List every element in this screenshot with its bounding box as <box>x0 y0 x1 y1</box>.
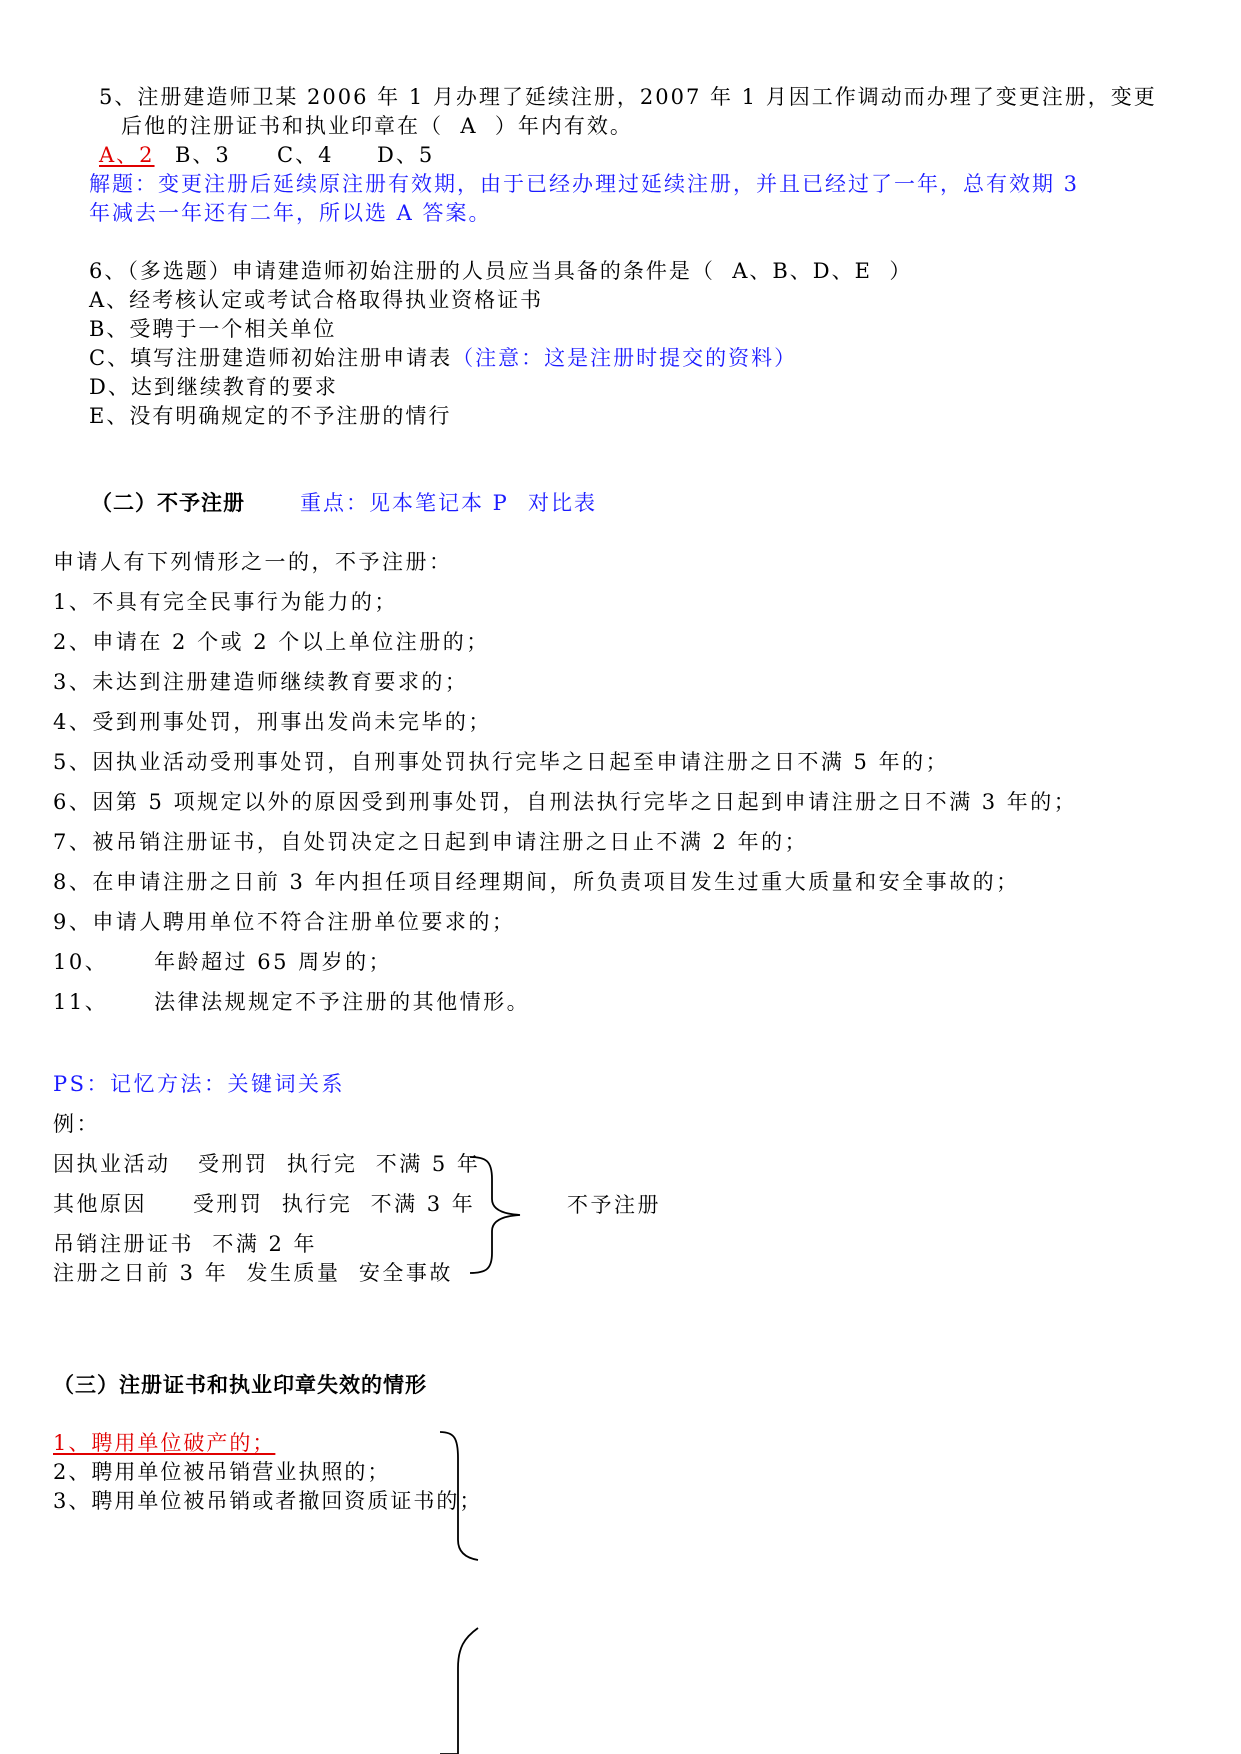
q6-option-b: B、受聘于一个相关单位 <box>89 317 337 341</box>
rule-item: 6、因第 5 项规定以外的原因受到刑事处罚，自刑法执行完毕之日起到申请注册之日不满 3 年的； <box>53 790 1078 814</box>
q6-option-a: A、经考核认定或考试合格取得执业资格证书 <box>89 288 544 312</box>
q6-question: 6、（多选题）申请建造师初始注册的人员应当具备的条件是（ A、B、D、E ） <box>89 259 913 283</box>
rule-item: 4、受到刑事处罚，刑事出发尚未完毕的； <box>53 710 492 734</box>
rule-item: 7、被吊销注册证书，自处罚决定之日起到申请注册之日止不满 2 年的； <box>53 830 809 854</box>
example-label: 例： <box>53 1112 100 1136</box>
rule-item: 5、因执业活动受刑事处罚，自刑事处罚执行完毕之日起至申请注册之日不满 5 年的； <box>53 750 950 774</box>
rule-item: 1、不具有完全民事行为能力的； <box>53 590 398 614</box>
rule-item: 9、申请人聘用单位不符合注册单位要求的； <box>53 910 516 934</box>
invalid-item: 2、聘用单位被吊销营业执照的； <box>53 1460 391 1484</box>
q5-explanation-line2: 年减去一年还有二年，所以选 A 答案。 <box>89 201 492 225</box>
q6-option-d: D、达到继续教育的要求 <box>89 375 338 399</box>
q6-option-c-text: C、填写注册建造师初始注册申请表 <box>89 346 453 370</box>
memo-result: 不予注册 <box>567 1193 661 1217</box>
q6-option-c <box>89 348 797 369</box>
rule-item: 10、 年龄超过 65 周岁的； <box>53 950 393 974</box>
section2-title: （二）不予注册 <box>91 491 245 515</box>
memo-line: 因执业活动 受刑罚 执行完 不满 5 年 <box>53 1152 481 1176</box>
section3-title: （三）注册证书和执业印章失效的情形 <box>53 1373 427 1397</box>
q5-option-c: C、4 <box>277 143 334 167</box>
rule-item: 8、在申请注册之日前 3 年内担任项目经理期间，所负责项目发生过重大质量和安全事故的； <box>53 870 1020 894</box>
right-brace-icon <box>438 1428 488 1754</box>
rule-item: 11、 法律法规规定不予注册的其他情形。 <box>53 990 531 1014</box>
memo-line: 吊销注册证书 不满 2 年 <box>53 1232 318 1256</box>
memo-line: 注册之日前 3 年 发生质量 安全事故 <box>53 1261 453 1285</box>
q5-option-d: D、5 <box>377 143 435 167</box>
rule-item: 2、申请在 2 个或 2 个以上单位注册的； <box>53 630 490 654</box>
invalid-item: 1、聘用单位破产的； <box>53 1431 276 1455</box>
section2-intro: 申请人有下列情形之一的，不予注册： <box>53 550 453 574</box>
memory-tip: PS：记忆方法：关键词关系 <box>53 1072 346 1096</box>
rule-item: 3、未达到注册建造师继续教育要求的； <box>53 670 469 694</box>
q5-explanation-line1: 解题：变更注册后延续原注册有效期，由于已经办理过延续注册，并且已经过了一年，总有效期 3 <box>89 172 1080 196</box>
section2-focus-note: 重点：见本笔记本 P <box>300 491 509 515</box>
q6-option-c-note: （注意：这是注册时提交的资料） <box>452 346 798 370</box>
memo-line: 其他原因 受刑罚 执行完 不满 3 年 <box>53 1192 476 1216</box>
q5-line2: 后他的注册证书和执业印章在（ A ）年内有效。 <box>121 114 633 138</box>
q5-option-b: B、3 <box>175 143 231 167</box>
invalid-item: 3、聘用单位被吊销或者撤回资质证书的； <box>53 1489 483 1513</box>
q5-line1: 5、注册建造师卫某 2006 年 1 月办理了延续注册，2007 年 1 月因工作调动而办理了变更注册，变更 <box>99 85 1157 109</box>
section2-compare-note: 对比表 <box>528 491 597 515</box>
right-brace-icon <box>468 1153 528 1277</box>
q6-option-e: E、没有明确规定的不予注册的情行 <box>89 404 452 428</box>
q5-option-a: A、2 <box>99 143 155 167</box>
